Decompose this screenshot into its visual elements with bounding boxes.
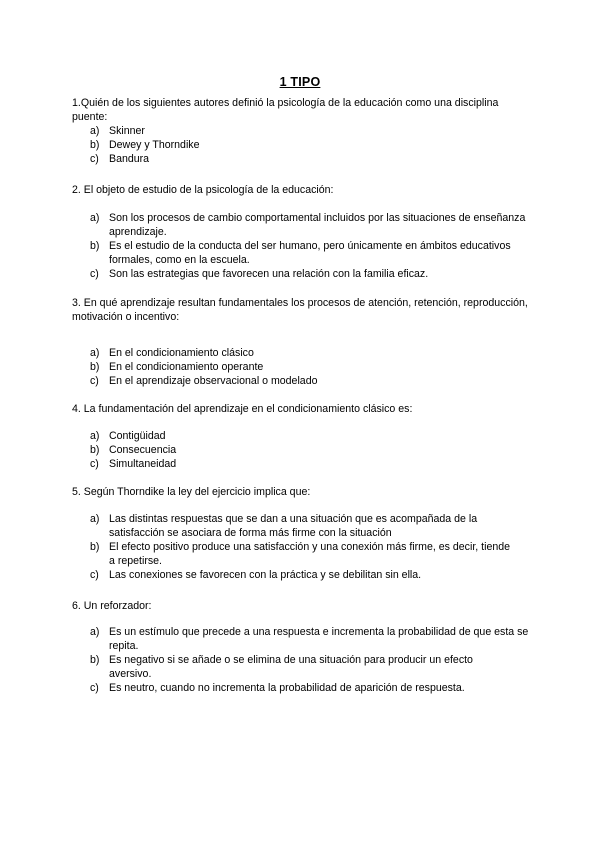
- option-b: [72, 653, 532, 681]
- question-1-options: [72, 124, 532, 166]
- option-label: c): [90, 268, 99, 280]
- option-text: Es un estímulo que precede a una respuesta e incrementa la probabilidad de que esta se repita.: [109, 626, 529, 652]
- option-a: [72, 124, 532, 138]
- option-label: a): [90, 513, 100, 525]
- question-5: [72, 485, 532, 582]
- option-label: a): [90, 626, 100, 638]
- option-label: a): [90, 347, 100, 359]
- option-b: [72, 540, 532, 568]
- option-text: Dewey y Thorndike: [109, 139, 200, 151]
- option-label: c): [90, 569, 99, 581]
- option-a: [72, 211, 532, 239]
- option-text: En el condicionamiento clásico: [109, 347, 254, 359]
- page-title: 1 TIPO: [279, 75, 321, 89]
- question-1-text: 1.Quién de los siguientes autores definió la psicología de la educación como una disciplina puente:: [72, 97, 499, 123]
- option-a: [72, 346, 532, 360]
- option-a: [72, 512, 532, 540]
- option-text: Contigüidad: [109, 430, 166, 442]
- question-6-options: [72, 625, 532, 695]
- option-label: b): [90, 361, 100, 373]
- option-text: Bandura: [109, 153, 150, 165]
- question-2-text: 2. El objeto de estudio de la psicología de la educación:: [72, 184, 334, 196]
- option-text: Consecuencia: [109, 444, 177, 456]
- option-text: En el aprendizaje observacional o modelado: [109, 375, 318, 387]
- question-4-options: [72, 429, 532, 471]
- option-c: [72, 568, 532, 582]
- option-label: a): [90, 430, 100, 442]
- option-text: Son las estrategias que favorecen una relación con la familia eficaz.: [109, 268, 429, 280]
- option-a: [72, 429, 532, 443]
- option-text: Simultaneidad: [109, 458, 177, 470]
- question-2-options: [72, 211, 532, 281]
- question-6-text: 6. Un reforzador:: [72, 600, 152, 612]
- question-4-text: 4. La fundamentación del aprendizaje en el condicionamiento clásico es:: [72, 403, 413, 415]
- option-label: c): [90, 153, 99, 165]
- option-c: [72, 267, 532, 281]
- option-c: [72, 374, 532, 388]
- option-label: a): [90, 212, 100, 224]
- question-6: [72, 599, 532, 695]
- option-text: En el condicionamiento operante: [109, 361, 264, 373]
- option-label: c): [90, 375, 99, 387]
- option-text: Es neutro, cuando no incrementa la probabilidad de aparición de respuesta.: [109, 682, 465, 694]
- option-label: b): [90, 541, 100, 553]
- option-text: Las conexiones se favorecen con la práctica y se debilitan sin ella.: [109, 569, 422, 581]
- option-label: b): [90, 444, 100, 456]
- question-4: [72, 402, 532, 471]
- option-text: El efecto positivo produce una satisfacción y una conexión más firme, es decir, tiende a repetirse.: [109, 541, 511, 567]
- question-5-text: 5. Según Thorndike la ley del ejercicio implica que:: [72, 486, 311, 498]
- option-label: b): [90, 240, 100, 252]
- option-text: Skinner: [109, 125, 145, 137]
- question-3: [72, 296, 532, 388]
- option-label: b): [90, 654, 100, 666]
- option-b: [72, 239, 532, 267]
- question-3-text: 3. En qué aprendizaje resultan fundamentales los procesos de atención, retención, reproducción, motivación o incentivo:: [72, 297, 528, 323]
- option-text: Es negativo si se añade o se elimina de una situación para producir un efecto aversivo.: [109, 654, 473, 680]
- question-2: [72, 183, 532, 281]
- option-c: [72, 457, 532, 471]
- question-5-options: [72, 512, 532, 582]
- option-c: [72, 152, 532, 166]
- option-b: [72, 360, 532, 374]
- option-text: Las distintas respuestas que se dan a una situación que es acompañada de la satisfacción se asociara de forma más firme con la situación: [109, 513, 478, 539]
- option-label: c): [90, 458, 99, 470]
- question-3-options: [72, 346, 532, 388]
- option-c: [72, 681, 532, 695]
- option-text: Son los procesos de cambio comportamental incluidos por las situaciones de enseñanza aprendizaje.: [109, 212, 526, 238]
- option-label: c): [90, 682, 99, 694]
- option-a: [72, 625, 532, 653]
- option-b: [72, 443, 532, 457]
- option-label: b): [90, 139, 100, 151]
- option-text: Es el estudio de la conducta del ser humano, pero únicamente en ámbitos educativos formales, como en la escuela.: [109, 240, 511, 266]
- question-1: [72, 96, 532, 166]
- option-b: [72, 138, 532, 152]
- option-label: a): [90, 125, 100, 137]
